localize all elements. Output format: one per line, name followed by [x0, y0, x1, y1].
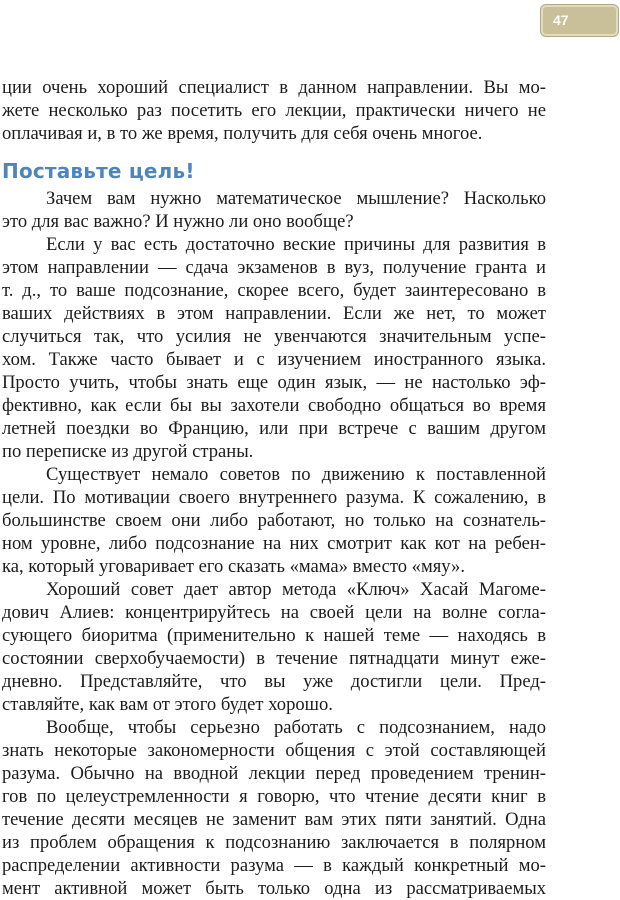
text-line: ном уровне, либо подсознание на них смотрит как кот на ребен- — [2, 533, 546, 554]
paragraph — [2, 76, 546, 145]
text-line: фективно, как если бы вы захотели свободно общаться во время — [2, 395, 546, 416]
text-line: большинстве своем они либо работают, но только на сознатель- — [2, 510, 546, 531]
text-line: случиться так, что усилия не увенчаются значительным успе- — [2, 326, 546, 347]
text-line: мент активной может быть только одна из рассматриваемых — [2, 878, 546, 899]
text-line: хом. Также часто бывает и с изучением иностранного языка. — [2, 349, 546, 370]
paragraph — [2, 187, 546, 233]
text-line: Зачем вам нужно математическое мышление? Насколько — [46, 188, 546, 209]
text-line: оплачивая и, в то же время, получить для себя очень многое. — [2, 123, 483, 144]
text-line: состоянии сверхобучаемости) в течение пятнадцати минут еже- — [2, 648, 546, 669]
text-line: этом направлении — сдача экзаменов в вуз, получение гранта и — [2, 257, 546, 278]
text-line: по переписке из другой страны. — [2, 441, 254, 462]
text-line: сующего биоритма (применительно к нашей теме — находясь в — [2, 625, 546, 646]
text-line: из проблем обращения к подсознанию заключается в полярном — [2, 832, 546, 853]
paragraph — [2, 578, 546, 716]
text-line: это для вас важно? И нужно ли оно вообще? — [2, 211, 354, 232]
paragraph — [2, 233, 546, 463]
text-line: Просто учить, чтобы знать еще один язык, — не настолько эф- — [2, 372, 546, 393]
text-line: ка, который уговаривает его сказать «мама» вместо «мяу». — [2, 556, 465, 577]
text-line: течение десяти месяцев не заменит вам этих пяти занятий. Одна — [2, 809, 546, 830]
text-line: разума. Обычно на вводной лекции перед проведением тренин- — [2, 763, 546, 784]
text-line: распределении активности разума — в каждый конкретный мо- — [2, 855, 546, 876]
text-line: ставляйте, как вам от этого будет хорошо. — [2, 694, 333, 715]
text-line: знать некоторые закономерности общения с этой составляющей — [2, 740, 546, 761]
paragraph — [2, 716, 546, 900]
text-line: т. д., то ваше подсознание, скорее всего, будет заинтересовано в — [2, 280, 546, 301]
paragraph — [2, 463, 546, 578]
text-line: дович Алиев: концентрируйтесь на своей цели на волне согла- — [2, 602, 546, 623]
page-number-badge: 47 — [541, 5, 618, 36]
text-line: летней поездки во Францию, или при встрече с вашим другом — [2, 418, 546, 439]
text-line: Если у вас есть достаточно веские причины для развития в — [46, 234, 546, 255]
text-line: цели. По мотивации своего внутреннего разума. К сожалению, в — [2, 487, 546, 508]
text-line: жете несколько раз посетить его лекции, практически ничего не — [2, 100, 546, 121]
text-line: Хороший совет дает автор метода «Ключ» Хасай Магоме- — [46, 579, 546, 600]
section-heading: Поставьте цель! — [2, 159, 195, 183]
text-line: гов по целеустремленности я говорю, что чтение десяти книг в — [2, 786, 546, 807]
text-line: дневно. Представляйте, что вы уже достигли цели. Пред- — [2, 671, 546, 692]
text-line: ваших действиях в этом направлении. Если же нет, то может — [2, 303, 546, 324]
text-line: Вообще, чтобы серьезно работать с подсознанием, надо — [46, 717, 546, 738]
page-content — [2, 76, 546, 900]
text-line: ции очень хороший специалист в данном направлении. Вы мо- — [2, 77, 546, 98]
text-line: Существует немало советов по движению к поставленной — [46, 464, 546, 485]
